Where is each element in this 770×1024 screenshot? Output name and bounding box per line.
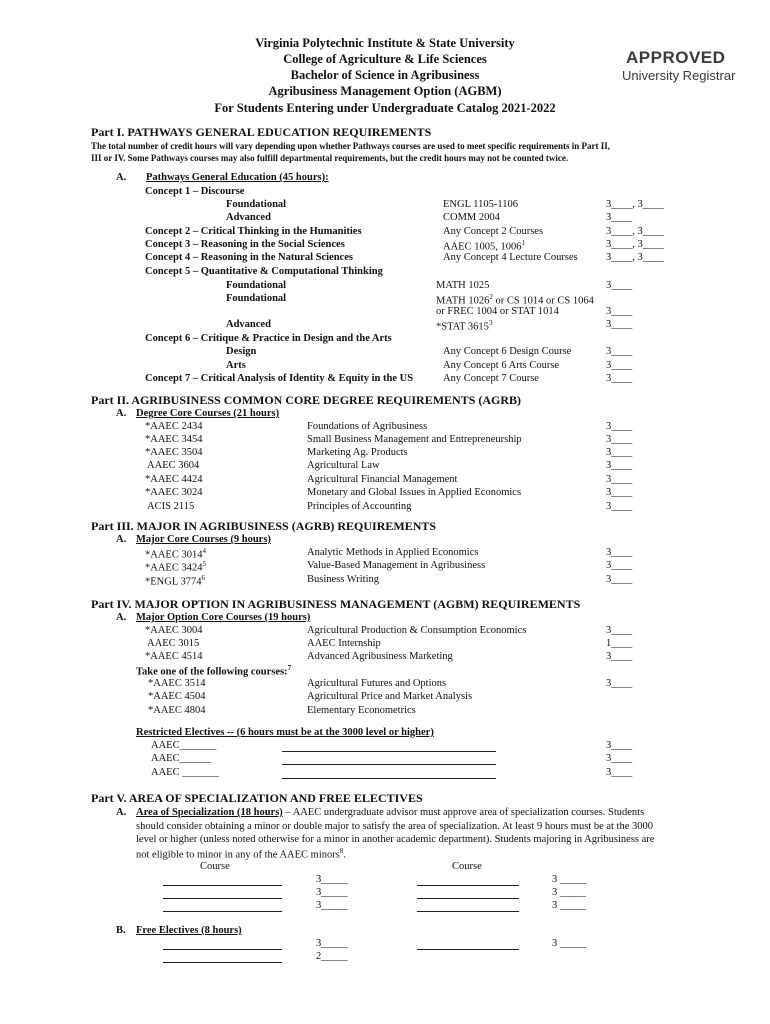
pathways-label: Design bbox=[226, 346, 257, 357]
credit-blank: 3____ bbox=[606, 625, 633, 636]
pathways-course: *STAT 3615$^3$ bbox=[436, 319, 493, 333]
credit-blank: 3 _____ bbox=[552, 938, 587, 949]
credit-blank: 3 _____ bbox=[552, 887, 587, 898]
course-name: Advanced Agribusiness Marketing bbox=[307, 651, 453, 662]
footnote-sup: 1 bbox=[521, 239, 525, 247]
course-name: AAEC Internship bbox=[307, 638, 381, 649]
credit-blank: 3____ bbox=[606, 212, 633, 223]
pathways-course: or FREC 1004 or STAT 1014 bbox=[436, 306, 559, 317]
pathways-label: Concept 6 – Critique & Practice in Design and the Arts bbox=[145, 333, 392, 344]
course-name: Analytic Methods in Applied Economics bbox=[307, 547, 479, 558]
part1-note-2: III or IV. Some Pathways courses may also fulfill departmental requirements, but the credit hours may not be counted twice. bbox=[91, 153, 569, 163]
elective-name-line[interactable] bbox=[282, 764, 496, 765]
pathways-course: MATH 1026$^2$ or CS 1014 or CS 1064 bbox=[436, 293, 594, 307]
credit-blank: 3____ bbox=[606, 319, 633, 330]
course-header-left: Course bbox=[200, 861, 230, 872]
course-code: *AAEC 4504 bbox=[148, 691, 206, 702]
specialization-text-4: not eligible to minor in any of the AAEC minors bbox=[136, 849, 340, 861]
footnote-sup: 2 bbox=[489, 293, 493, 301]
free-electives-title: Free Electives (8 hours) bbox=[136, 925, 242, 936]
part5-a-label: A. bbox=[116, 807, 127, 818]
part5-title: Part V. AREA OF SPECIALIZATION AND FREE ELECTIVES bbox=[91, 791, 423, 805]
credit-blank: 3____ bbox=[606, 434, 633, 445]
part1-a-title: Pathways General Education (45 hours): bbox=[146, 172, 329, 183]
part5-a-line3: level or higher (unless noted otherwise for a minor in another academic department). Students majoring in Agribusiness are bbox=[136, 834, 655, 845]
take-one-label bbox=[136, 664, 291, 678]
specialization-text-1: – AAEC undergraduate advisor must approve area of specialization courses. Students bbox=[282, 807, 645, 818]
course-code: *ENGL 3774$^6$ bbox=[145, 574, 205, 588]
part4-a-title: Major Option Core Courses (19 hours) bbox=[136, 612, 311, 623]
restricted-electives-title: Restricted Electives -- (6 hours must be at the 3000 level or higher) bbox=[136, 727, 434, 738]
stamp-registrar: University Registrar bbox=[622, 68, 736, 83]
pathways-course: AAEC 1005, 1006$^1$ bbox=[443, 239, 525, 253]
course-name: Elementary Econometrics bbox=[307, 705, 416, 716]
credit-blank: 3____ bbox=[606, 501, 633, 512]
specialization-course-line[interactable] bbox=[417, 885, 519, 886]
course-code: *AAEC 2434 bbox=[145, 421, 203, 432]
pathways-course: Any Concept 6 Arts Course bbox=[443, 360, 560, 371]
course-code: *AAEC 3024 bbox=[145, 487, 203, 498]
part1-a-label: A. bbox=[116, 172, 127, 183]
part4-title: Part IV. MAJOR OPTION IN AGRIBUSINESS MANAGEMENT (AGBM) REQUIREMENTS bbox=[91, 597, 581, 611]
pathways-course: ENGL 1105-1106 bbox=[443, 199, 518, 210]
pathways-label: Foundational bbox=[226, 199, 287, 210]
course-name: Foundations of Agribusiness bbox=[307, 421, 428, 432]
pathways-label: Concept 7 – Critical Analysis of Identity & Equity in the US bbox=[145, 373, 414, 384]
course-name: Agricultural Financial Management bbox=[307, 474, 458, 485]
credit-blank: 3____, 3____ bbox=[606, 226, 664, 237]
part2-a-title: Degree Core Courses (21 hours) bbox=[136, 408, 280, 419]
credit-blank: 3____ bbox=[606, 651, 633, 662]
elective-name-line[interactable] bbox=[282, 751, 496, 752]
title-option: Agribusiness Management Option (AGBM) bbox=[268, 84, 502, 98]
course-name: Value-Based Management in Agribusiness bbox=[307, 560, 486, 571]
course-name: Business Writing bbox=[307, 574, 380, 585]
course-code: *AAEC 4514 bbox=[145, 651, 203, 662]
course-code: *AAEC 4804 bbox=[148, 705, 206, 716]
course-code: *AAEC 3004 bbox=[145, 625, 203, 636]
credit-blank: 3____, 3____ bbox=[606, 252, 664, 263]
course-name: Agricultural Law bbox=[307, 460, 380, 471]
specialization-title: Area of Specialization (18 hours) bbox=[136, 807, 283, 818]
pathways-course: MATH 1025 bbox=[436, 280, 490, 291]
pathways-label: Concept 5 – Quantitative & Computational Thinking bbox=[145, 266, 383, 277]
credit-blank: 3____ bbox=[606, 678, 633, 689]
part3-a-label: A. bbox=[116, 534, 127, 545]
pathways-course: COMM 2004 bbox=[443, 212, 500, 223]
footnote-sup: 5 bbox=[202, 560, 206, 568]
credit-blank: 3____ bbox=[606, 346, 633, 357]
credit-blank: 3 _____ bbox=[552, 900, 587, 911]
part5-a-line4 bbox=[136, 847, 346, 861]
course-code: *AAEC 3504 bbox=[145, 447, 203, 458]
pathways-label: Concept 4 – Reasoning in the Natural Sciences bbox=[145, 252, 353, 263]
pathways-label: Advanced bbox=[226, 212, 271, 223]
part5-a-line2: should consider obtaining a minor or double major to satisfy the area of specialization. At least 9 hours must be at the 3000 bbox=[136, 821, 654, 832]
part5-a-line1 bbox=[136, 807, 644, 818]
stamp-approved: APPROVED bbox=[626, 48, 726, 67]
credit-blank: 3____ bbox=[606, 767, 633, 778]
title-college: College of Agriculture & Life Sciences bbox=[283, 52, 487, 66]
course-code: *AAEC 4424 bbox=[145, 474, 203, 485]
title-degree: Bachelor of Science in Agribusiness bbox=[290, 68, 480, 82]
part2-title: Part II. AGRIBUSINESS COMMON CORE DEGREE REQUIREMENTS (AGRB) bbox=[91, 393, 522, 407]
pathways-label: Concept 3 – Reasoning in the Social Sciences bbox=[145, 239, 345, 250]
course-code: AAEC 3604 bbox=[145, 460, 200, 471]
take-one-text: Take one of the following courses: bbox=[136, 666, 288, 678]
title-university: Virginia Polytechnic Institute & State University bbox=[255, 36, 515, 50]
pathways-label: Advanced bbox=[226, 319, 271, 330]
part5-b-label: B. bbox=[116, 925, 126, 936]
part4-a-label: A. bbox=[116, 612, 127, 623]
credit-blank: 3____ bbox=[606, 474, 633, 485]
credit-blank: 3____ bbox=[606, 547, 633, 558]
course-name: Small Business Management and Entrepreneurship bbox=[307, 434, 522, 445]
course-code: *AAEC 3454 bbox=[145, 434, 203, 445]
part2-a-label: A. bbox=[116, 408, 127, 419]
credit-blank: 3 _____ bbox=[552, 874, 587, 885]
course-code: *AAEC 3424$^5$ bbox=[145, 560, 206, 574]
course-code: AAEC 3015 bbox=[145, 638, 200, 649]
credit-blank: 2_____ bbox=[316, 951, 348, 962]
course-name: Marketing Ag. Products bbox=[307, 447, 408, 458]
pathways-label: Foundational bbox=[226, 293, 287, 304]
course-name: Agricultural Production & Consumption Economics bbox=[307, 625, 527, 636]
specialization-course-line[interactable] bbox=[163, 911, 282, 912]
credit-blank: 3____ bbox=[606, 753, 633, 764]
credit-blank: 3_____ bbox=[316, 887, 348, 898]
course-name: Monetary and Global Issues in Applied Economics bbox=[307, 487, 522, 498]
elective-code: AAEC______ bbox=[151, 753, 212, 764]
pathways-course: Any Concept 4 Lecture Courses bbox=[443, 252, 578, 263]
specialization-period: . bbox=[343, 849, 346, 861]
part1-title: Part I. PATHWAYS GENERAL EDUCATION REQUIREMENTS bbox=[91, 125, 432, 139]
specialization-course-line[interactable] bbox=[163, 885, 282, 886]
title-catalog: For Students Entering under Undergraduate Catalog 2021-2022 bbox=[214, 101, 556, 115]
credit-blank: 3_____ bbox=[316, 900, 348, 911]
credit-blank: 3____, 3____ bbox=[606, 239, 664, 250]
free-elective-course-line[interactable] bbox=[417, 949, 519, 950]
footnote-sup: 4 bbox=[202, 547, 206, 555]
credit-blank: 3____ bbox=[606, 740, 633, 751]
credit-blank: 3____ bbox=[606, 447, 633, 458]
pathways-label: Arts bbox=[226, 360, 246, 371]
elective-code: AAEC _______ bbox=[151, 767, 219, 778]
course-header-right: Course bbox=[452, 861, 482, 872]
credit-blank: 3____ bbox=[606, 487, 633, 498]
elective-code: AAEC_______ bbox=[151, 740, 217, 751]
pathways-label: Concept 1 – Discourse bbox=[145, 186, 245, 197]
course-name: Agricultural Futures and Options bbox=[307, 678, 447, 689]
credit-blank: 3_____ bbox=[316, 938, 348, 949]
specialization-course-line[interactable] bbox=[163, 898, 282, 899]
footnote-sup: 6 bbox=[201, 574, 205, 582]
credit-blank: 1____ bbox=[606, 638, 633, 649]
footnote-sup: 3 bbox=[488, 319, 493, 327]
part3-title: Part III. MAJOR IN AGRIBUSINESS (AGRB) REQUIREMENTS bbox=[91, 519, 437, 533]
part3-a-title: Major Core Courses (9 hours) bbox=[136, 534, 271, 545]
free-elective-course-line[interactable] bbox=[163, 962, 282, 963]
course-code: ACIS 2115 bbox=[145, 501, 195, 512]
specialization-sup: 8 bbox=[339, 847, 344, 855]
pathways-course: Any Concept 7 Course bbox=[443, 373, 539, 384]
credit-blank: 3____ bbox=[606, 373, 633, 384]
credit-blank: 3____ bbox=[606, 460, 633, 471]
credit-blank: 3____ bbox=[606, 306, 633, 317]
credit-blank: 3____ bbox=[606, 560, 633, 571]
course-code: *AAEC 3514 bbox=[148, 678, 206, 689]
course-name: Principles of Accounting bbox=[307, 501, 412, 512]
credit-blank: 3_____ bbox=[316, 874, 348, 885]
credit-blank: 3____ bbox=[606, 280, 633, 291]
elective-name-line[interactable] bbox=[282, 778, 496, 779]
credit-blank: 3____, 3____ bbox=[606, 199, 664, 210]
credit-blank: 3____ bbox=[606, 360, 633, 371]
take-one-sup: 7 bbox=[287, 664, 292, 672]
pathways-label: Concept 2 – Critical Thinking in the Humanities bbox=[145, 226, 362, 237]
course-code: *AAEC 3014$^4$ bbox=[145, 547, 206, 561]
course-name: Agricultural Price and Market Analysis bbox=[307, 691, 473, 702]
approved-stamp bbox=[622, 48, 735, 83]
pathways-course: Any Concept 2 Courses bbox=[443, 226, 544, 237]
pathways-course-tail: or CS 1014 or CS 1064 bbox=[492, 295, 594, 307]
free-elective-course-line[interactable] bbox=[163, 949, 282, 950]
part1-note-1: The total number of credit hours will vary depending upon whether Pathways courses are used to meet specific requirements in Part II, bbox=[91, 141, 610, 151]
specialization-course-line[interactable] bbox=[417, 911, 519, 912]
pathways-course: Any Concept 6 Design Course bbox=[443, 346, 572, 357]
specialization-course-line[interactable] bbox=[417, 898, 519, 899]
credit-blank: 3____ bbox=[606, 574, 633, 585]
pathways-label: Foundational bbox=[226, 280, 287, 291]
credit-blank: 3____ bbox=[606, 421, 633, 432]
